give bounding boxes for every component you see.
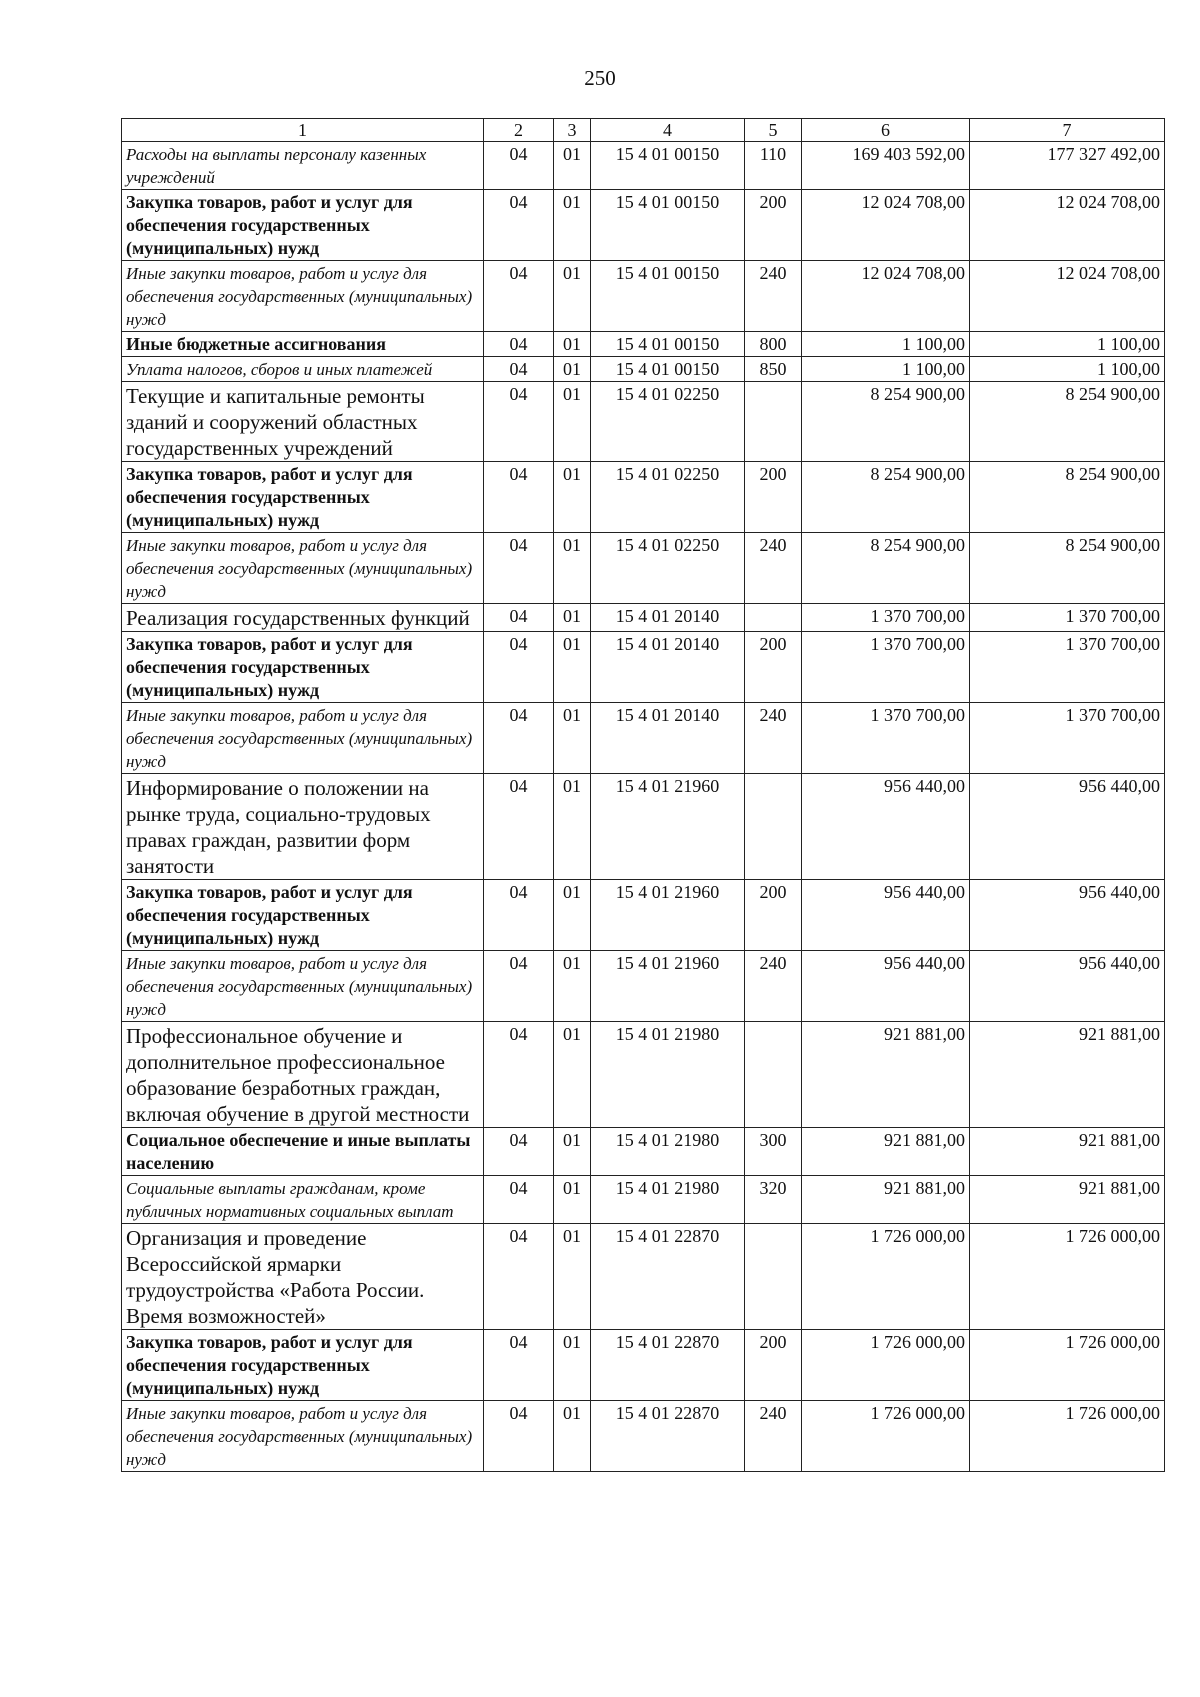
section-code-cell: 04 bbox=[484, 357, 554, 382]
table-row bbox=[122, 774, 1165, 880]
header-cell: 3 bbox=[554, 119, 591, 142]
subsection-code-cell: 01 bbox=[554, 462, 591, 533]
amount-year2-cell: 1 726 000,00 bbox=[970, 1401, 1165, 1472]
section-code-cell: 04 bbox=[484, 703, 554, 774]
row-name-cell: Закупка товаров, работ и услуг для обеспечения государственных (муниципальных) нужд bbox=[122, 1330, 484, 1401]
section-code-cell: 04 bbox=[484, 1224, 554, 1330]
subsection-code-cell: 01 bbox=[554, 1176, 591, 1224]
row-name-cell: Профессиональное обучение и дополнительное профессиональное образование безработных граждан, включая обучение в другой местности bbox=[122, 1022, 484, 1128]
row-name-cell: Иные закупки товаров, работ и услуг для обеспечения государственных (муниципальных) нужд bbox=[122, 261, 484, 332]
table-row bbox=[122, 1330, 1165, 1401]
section-code-cell: 04 bbox=[484, 533, 554, 604]
row-name-cell: Социальные выплаты гражданам, кроме публичных нормативных социальных выплат bbox=[122, 1176, 484, 1224]
section-code-cell: 04 bbox=[484, 1401, 554, 1472]
table-row bbox=[122, 261, 1165, 332]
target-article-cell: 15 4 01 02250 bbox=[591, 462, 745, 533]
subsection-code-cell: 01 bbox=[554, 261, 591, 332]
table-row bbox=[122, 357, 1165, 382]
section-code-cell: 04 bbox=[484, 142, 554, 190]
subsection-code-cell: 01 bbox=[554, 1224, 591, 1330]
section-code-cell: 04 bbox=[484, 774, 554, 880]
amount-year2-cell: 1 370 700,00 bbox=[970, 632, 1165, 703]
expense-type-cell: 850 bbox=[745, 357, 802, 382]
amount-year1-cell: 169 403 592,00 bbox=[802, 142, 970, 190]
amount-year2-cell: 8 254 900,00 bbox=[970, 462, 1165, 533]
expense-type-cell bbox=[745, 774, 802, 880]
row-name-cell: Закупка товаров, работ и услуг для обеспечения государственных (муниципальных) нужд bbox=[122, 880, 484, 951]
row-name-cell: Иные закупки товаров, работ и услуг для обеспечения государственных (муниципальных) нужд bbox=[122, 703, 484, 774]
amount-year1-cell: 1 726 000,00 bbox=[802, 1401, 970, 1472]
target-article-cell: 15 4 01 20140 bbox=[591, 604, 745, 632]
target-article-cell: 15 4 01 22870 bbox=[591, 1224, 745, 1330]
table-row bbox=[122, 382, 1165, 462]
table-row bbox=[122, 604, 1165, 632]
expense-type-cell: 200 bbox=[745, 190, 802, 261]
section-code-cell: 04 bbox=[484, 1128, 554, 1176]
amount-year2-cell: 1 370 700,00 bbox=[970, 703, 1165, 774]
amount-year1-cell: 956 440,00 bbox=[802, 774, 970, 880]
subsection-code-cell: 01 bbox=[554, 382, 591, 462]
expense-type-cell: 200 bbox=[745, 880, 802, 951]
target-article-cell: 15 4 01 21960 bbox=[591, 774, 745, 880]
expense-type-cell: 240 bbox=[745, 703, 802, 774]
subsection-code-cell: 01 bbox=[554, 1128, 591, 1176]
subsection-code-cell: 01 bbox=[554, 703, 591, 774]
amount-year2-cell: 921 881,00 bbox=[970, 1176, 1165, 1224]
header-cell: 7 bbox=[970, 119, 1165, 142]
amount-year2-cell: 956 440,00 bbox=[970, 774, 1165, 880]
section-code-cell: 04 bbox=[484, 1330, 554, 1401]
page-number: 250 bbox=[584, 66, 616, 90]
table-row bbox=[122, 1022, 1165, 1128]
table-row bbox=[122, 190, 1165, 261]
section-code-cell: 04 bbox=[484, 632, 554, 703]
row-name-cell: Иные закупки товаров, работ и услуг для обеспечения государственных (муниципальных) нужд bbox=[122, 951, 484, 1022]
expense-type-cell: 240 bbox=[745, 533, 802, 604]
target-article-cell: 15 4 01 21960 bbox=[591, 951, 745, 1022]
amount-year1-cell: 12 024 708,00 bbox=[802, 261, 970, 332]
row-name-cell: Текущие и капитальные ремонты зданий и сооружений областных государственных учреждений bbox=[122, 382, 484, 462]
amount-year1-cell: 1 370 700,00 bbox=[802, 632, 970, 703]
section-code-cell: 04 bbox=[484, 880, 554, 951]
table-row bbox=[122, 332, 1165, 357]
amount-year1-cell: 1 100,00 bbox=[802, 357, 970, 382]
row-name-cell: Иные закупки товаров, работ и услуг для обеспечения государственных (муниципальных) нужд bbox=[122, 533, 484, 604]
expense-type-cell: 800 bbox=[745, 332, 802, 357]
amount-year2-cell: 1 726 000,00 bbox=[970, 1224, 1165, 1330]
subsection-code-cell: 01 bbox=[554, 632, 591, 703]
amount-year2-cell: 177 327 492,00 bbox=[970, 142, 1165, 190]
target-article-cell: 15 4 01 21980 bbox=[591, 1128, 745, 1176]
subsection-code-cell: 01 bbox=[554, 880, 591, 951]
section-code-cell: 04 bbox=[484, 1022, 554, 1128]
row-name-cell: Информирование о положении на рынке труда, социально-трудовых правах граждан, развитии форм занятости bbox=[122, 774, 484, 880]
table-row bbox=[122, 951, 1165, 1022]
amount-year2-cell: 1 100,00 bbox=[970, 332, 1165, 357]
amount-year1-cell: 1 726 000,00 bbox=[802, 1330, 970, 1401]
subsection-code-cell: 01 bbox=[554, 533, 591, 604]
row-name-cell: Расходы на выплаты персоналу казенных учреждений bbox=[122, 142, 484, 190]
table-row bbox=[122, 1176, 1165, 1224]
target-article-cell: 15 4 01 21980 bbox=[591, 1176, 745, 1224]
target-article-cell: 15 4 01 21980 bbox=[591, 1022, 745, 1128]
row-name-cell: Реализация государственных функций bbox=[122, 604, 484, 632]
amount-year1-cell: 956 440,00 bbox=[802, 951, 970, 1022]
expense-type-cell: 200 bbox=[745, 462, 802, 533]
target-article-cell: 15 4 01 00150 bbox=[591, 142, 745, 190]
expense-type-cell bbox=[745, 604, 802, 632]
amount-year1-cell: 8 254 900,00 bbox=[802, 533, 970, 604]
expense-type-cell: 200 bbox=[745, 1330, 802, 1401]
header-cell: 1 bbox=[122, 119, 484, 142]
subsection-code-cell: 01 bbox=[554, 1401, 591, 1472]
subsection-code-cell: 01 bbox=[554, 1022, 591, 1128]
table-row bbox=[122, 462, 1165, 533]
amount-year2-cell: 1 100,00 bbox=[970, 357, 1165, 382]
expense-type-cell: 240 bbox=[745, 951, 802, 1022]
expense-type-cell bbox=[745, 1224, 802, 1330]
amount-year2-cell: 8 254 900,00 bbox=[970, 382, 1165, 462]
amount-year2-cell: 12 024 708,00 bbox=[970, 190, 1165, 261]
expense-type-cell: 300 bbox=[745, 1128, 802, 1176]
target-article-cell: 15 4 01 20140 bbox=[591, 632, 745, 703]
amount-year1-cell: 1 370 700,00 bbox=[802, 604, 970, 632]
amount-year2-cell: 1 370 700,00 bbox=[970, 604, 1165, 632]
target-article-cell: 15 4 01 00150 bbox=[591, 357, 745, 382]
budget-table bbox=[121, 118, 1165, 1472]
subsection-code-cell: 01 bbox=[554, 190, 591, 261]
target-article-cell: 15 4 01 00150 bbox=[591, 332, 745, 357]
header-cell: 4 bbox=[591, 119, 745, 142]
amount-year1-cell: 1 370 700,00 bbox=[802, 703, 970, 774]
subsection-code-cell: 01 bbox=[554, 774, 591, 880]
amount-year2-cell: 956 440,00 bbox=[970, 951, 1165, 1022]
row-name-cell: Иные бюджетные ассигнования bbox=[122, 332, 484, 357]
section-code-cell: 04 bbox=[484, 951, 554, 1022]
target-article-cell: 15 4 01 22870 bbox=[591, 1330, 745, 1401]
target-article-cell: 15 4 01 02250 bbox=[591, 533, 745, 604]
amount-year1-cell: 8 254 900,00 bbox=[802, 382, 970, 462]
table-header-row bbox=[122, 119, 1165, 142]
target-article-cell: 15 4 01 20140 bbox=[591, 703, 745, 774]
amount-year1-cell: 12 024 708,00 bbox=[802, 190, 970, 261]
amount-year1-cell: 1 726 000,00 bbox=[802, 1224, 970, 1330]
section-code-cell: 04 bbox=[484, 604, 554, 632]
table-row bbox=[122, 880, 1165, 951]
expense-type-cell: 110 bbox=[745, 142, 802, 190]
section-code-cell: 04 bbox=[484, 382, 554, 462]
table-row bbox=[122, 703, 1165, 774]
target-article-cell: 15 4 01 22870 bbox=[591, 1401, 745, 1472]
section-code-cell: 04 bbox=[484, 261, 554, 332]
amount-year2-cell: 921 881,00 bbox=[970, 1022, 1165, 1128]
table-row bbox=[122, 1224, 1165, 1330]
target-article-cell: 15 4 01 21960 bbox=[591, 880, 745, 951]
amount-year2-cell: 1 726 000,00 bbox=[970, 1330, 1165, 1401]
header-cell: 5 bbox=[745, 119, 802, 142]
section-code-cell: 04 bbox=[484, 332, 554, 357]
row-name-cell: Социальное обеспечение и иные выплаты населению bbox=[122, 1128, 484, 1176]
amount-year1-cell: 921 881,00 bbox=[802, 1176, 970, 1224]
row-name-cell: Иные закупки товаров, работ и услуг для обеспечения государственных (муниципальных) нужд bbox=[122, 1401, 484, 1472]
table-row bbox=[122, 142, 1165, 190]
target-article-cell: 15 4 01 02250 bbox=[591, 382, 745, 462]
row-name-cell: Закупка товаров, работ и услуг для обеспечения государственных (муниципальных) нужд bbox=[122, 190, 484, 261]
subsection-code-cell: 01 bbox=[554, 357, 591, 382]
amount-year2-cell: 921 881,00 bbox=[970, 1128, 1165, 1176]
target-article-cell: 15 4 01 00150 bbox=[591, 190, 745, 261]
section-code-cell: 04 bbox=[484, 462, 554, 533]
row-name-cell: Закупка товаров, работ и услуг для обеспечения государственных (муниципальных) нужд bbox=[122, 462, 484, 533]
amount-year1-cell: 956 440,00 bbox=[802, 880, 970, 951]
table-row bbox=[122, 1128, 1165, 1176]
subsection-code-cell: 01 bbox=[554, 604, 591, 632]
amount-year1-cell: 1 100,00 bbox=[802, 332, 970, 357]
target-article-cell: 15 4 01 00150 bbox=[591, 261, 745, 332]
header-cell: 6 bbox=[802, 119, 970, 142]
header-cell: 2 bbox=[484, 119, 554, 142]
subsection-code-cell: 01 bbox=[554, 1330, 591, 1401]
amount-year1-cell: 921 881,00 bbox=[802, 1128, 970, 1176]
amount-year1-cell: 8 254 900,00 bbox=[802, 462, 970, 533]
amount-year2-cell: 8 254 900,00 bbox=[970, 533, 1165, 604]
expense-type-cell bbox=[745, 1022, 802, 1128]
row-name-cell: Уплата налогов, сборов и иных платежей bbox=[122, 357, 484, 382]
expense-type-cell: 200 bbox=[745, 632, 802, 703]
amount-year2-cell: 956 440,00 bbox=[970, 880, 1165, 951]
subsection-code-cell: 01 bbox=[554, 332, 591, 357]
amount-year1-cell: 921 881,00 bbox=[802, 1022, 970, 1128]
table-row bbox=[122, 632, 1165, 703]
subsection-code-cell: 01 bbox=[554, 951, 591, 1022]
expense-type-cell bbox=[745, 382, 802, 462]
subsection-code-cell: 01 bbox=[554, 142, 591, 190]
row-name-cell: Закупка товаров, работ и услуг для обеспечения государственных (муниципальных) нужд bbox=[122, 632, 484, 703]
table-row bbox=[122, 533, 1165, 604]
section-code-cell: 04 bbox=[484, 1176, 554, 1224]
amount-year2-cell: 12 024 708,00 bbox=[970, 261, 1165, 332]
row-name-cell: Организация и проведение Всероссийской ярмарки трудоустройства «Работа России. Время возможностей» bbox=[122, 1224, 484, 1330]
table-row bbox=[122, 1401, 1165, 1472]
expense-type-cell: 240 bbox=[745, 1401, 802, 1472]
section-code-cell: 04 bbox=[484, 190, 554, 261]
expense-type-cell: 320 bbox=[745, 1176, 802, 1224]
expense-type-cell: 240 bbox=[745, 261, 802, 332]
